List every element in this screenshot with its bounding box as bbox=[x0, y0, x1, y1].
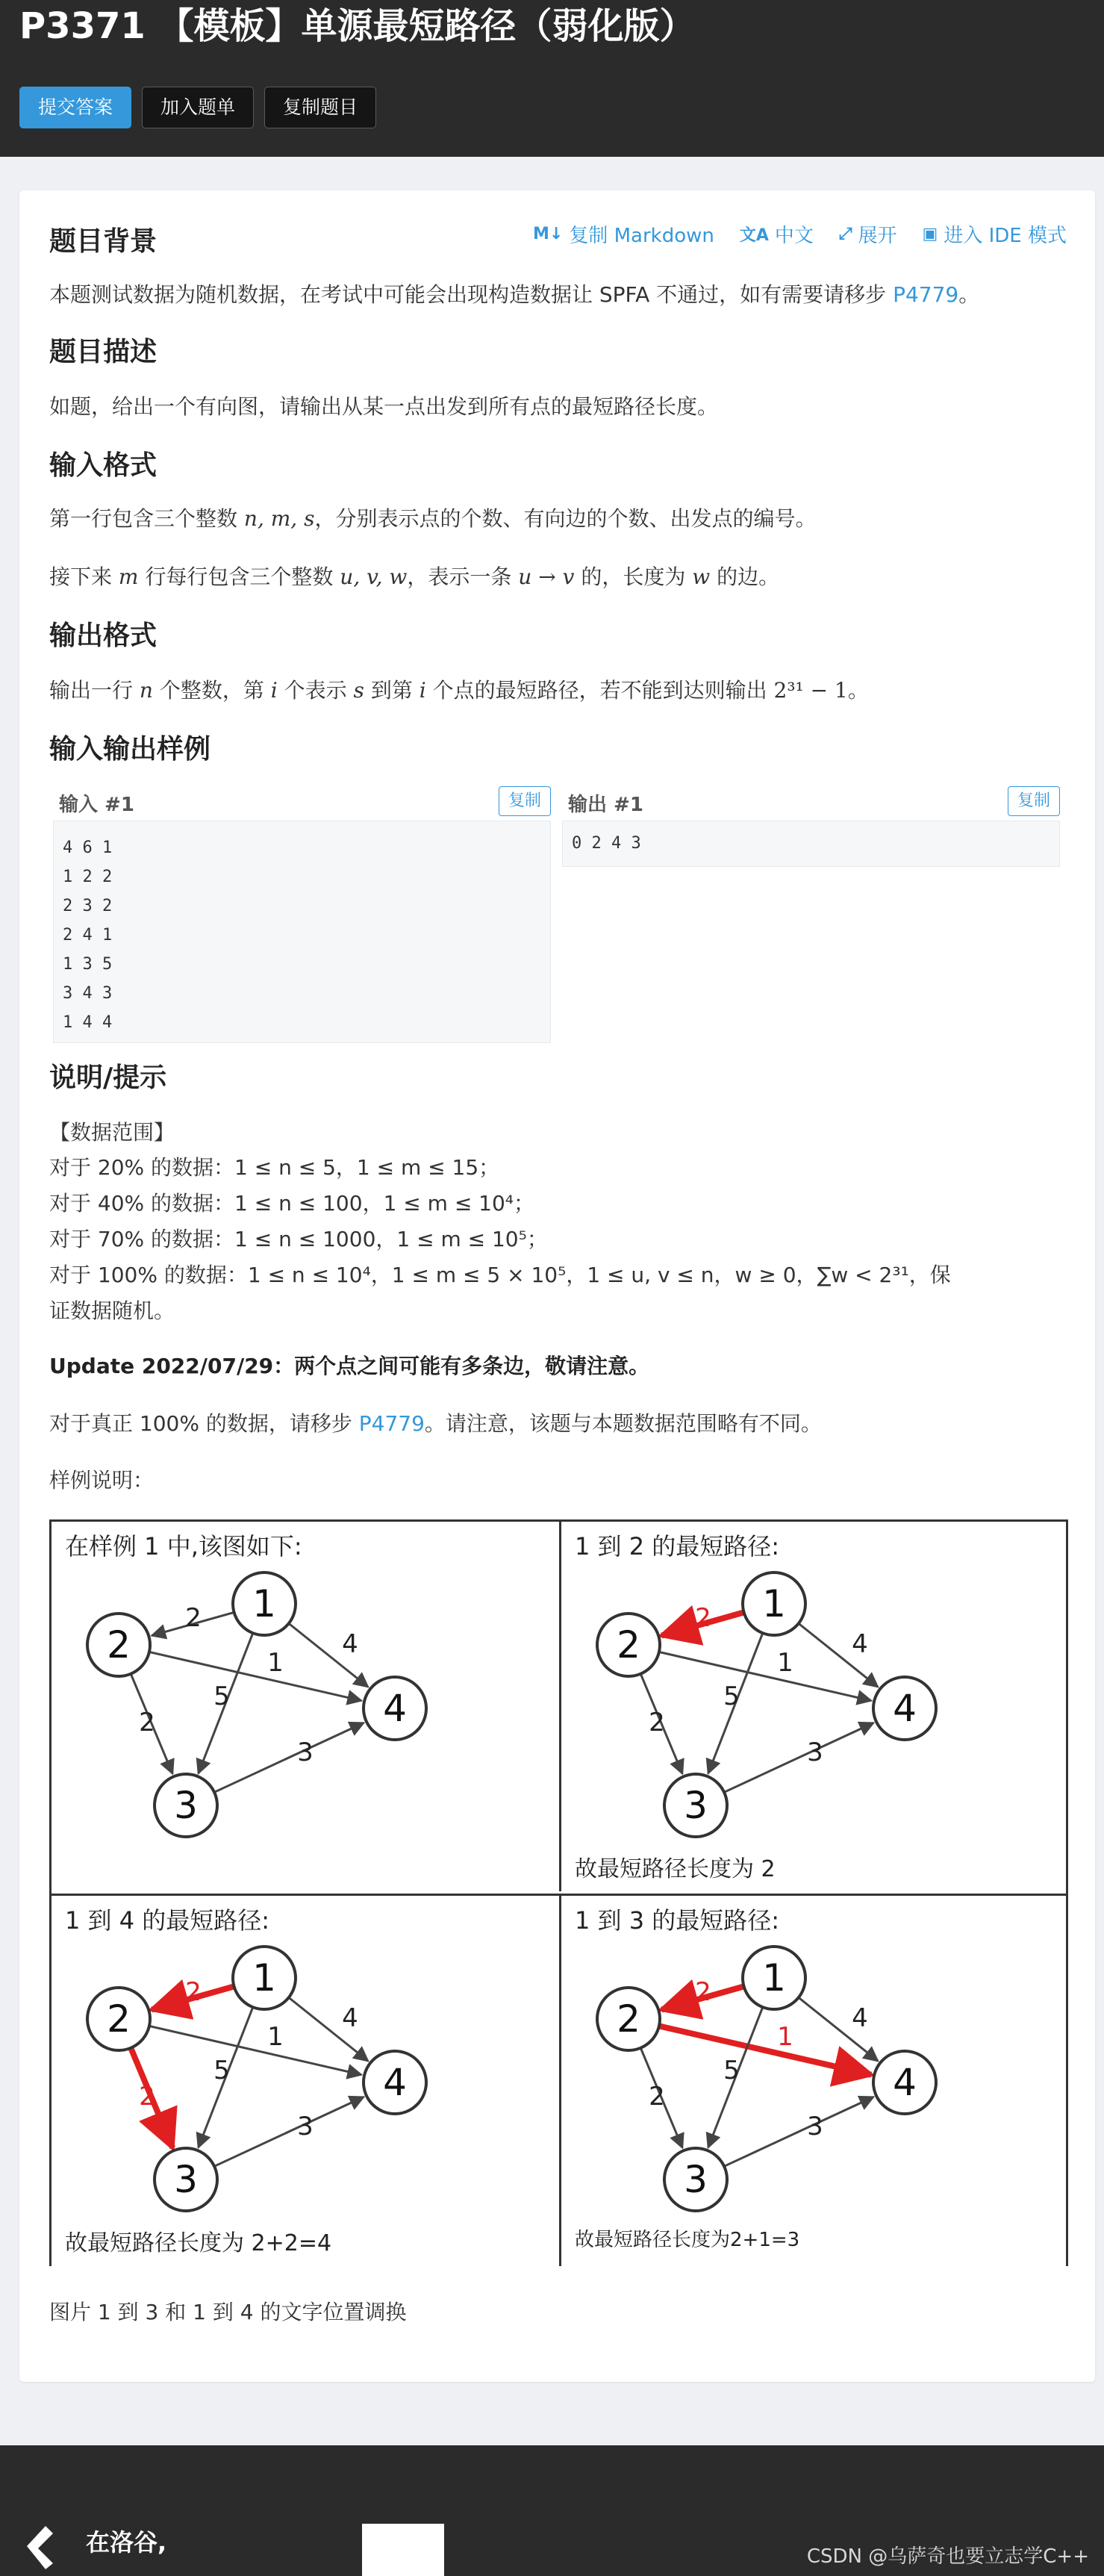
graph-edge-label: 2 bbox=[695, 1603, 711, 1633]
graph-edge-34 bbox=[214, 1723, 364, 1792]
graph-edge-24 bbox=[149, 2026, 361, 2074]
header-actions bbox=[19, 87, 376, 128]
graph-node-label: 3 bbox=[684, 1784, 708, 1827]
math-n: n bbox=[139, 678, 153, 703]
p4779-link[interactable]: P4779 bbox=[893, 282, 959, 307]
copy-problem-button[interactable]: 复制题目 bbox=[264, 87, 376, 128]
graph-edge-label: 2 bbox=[649, 2082, 665, 2112]
site-footer bbox=[0, 2445, 1104, 2576]
graph-edge-label: 5 bbox=[723, 1681, 740, 1711]
graph-node-label: 1 bbox=[762, 1956, 786, 2000]
input-format-line1 bbox=[49, 503, 816, 532]
expand-link[interactable] bbox=[839, 220, 897, 248]
graph-node-label: 1 bbox=[252, 1956, 276, 2000]
graph-node-label: 4 bbox=[383, 1687, 407, 1730]
graph-edge-label: 2 bbox=[695, 1977, 711, 2007]
text-fragment: 第一行包含三个整数 bbox=[49, 506, 244, 531]
graph-path-1-2 bbox=[561, 1522, 1066, 1891]
sample-output-header bbox=[562, 780, 1060, 821]
range-70: 对于 70% 的数据：1 ≤ n ≤ 1000，1 ≤ m ≤ 10⁵； bbox=[49, 1227, 548, 1251]
range-20: 对于 20% 的数据：1 ≤ n ≤ 5，1 ≤ m ≤ 15； bbox=[49, 1155, 500, 1180]
panel-path-1-2 bbox=[561, 1522, 1066, 1891]
graph-edge-label: 3 bbox=[807, 2112, 823, 2141]
graph-edge-label: 2 bbox=[139, 2082, 155, 2112]
graph-node-label: 4 bbox=[383, 2061, 407, 2104]
update-note: Update 2022/07/29：两个点之间可能有多条边，敬请注意。 bbox=[49, 1354, 650, 1378]
panel-path-1-4-title: 1 到 4 的最短路径: bbox=[65, 1906, 270, 1935]
text-fragment: 的边。 bbox=[710, 564, 780, 589]
math-uvw: u, v, w bbox=[340, 564, 408, 589]
description-heading: 题目描述 bbox=[49, 337, 158, 367]
panel-path-1-4 bbox=[52, 1894, 561, 2266]
sample-output-title: 输出 #1 bbox=[568, 794, 643, 816]
copy-input-button[interactable]: 复制 bbox=[499, 786, 551, 816]
graph-node-label: 3 bbox=[684, 2158, 708, 2201]
background-text-end: 。 bbox=[958, 282, 980, 307]
graph-edge-label: 2 bbox=[185, 1603, 202, 1633]
range-100: 对于 100% 的数据：1 ≤ n ≤ 10⁴，1 ≤ m ≤ 5 × 10⁵，1 ≤ u, v ≤ n，w ≥ 0，∑w < 2³¹，保 bbox=[49, 1263, 951, 1287]
graph-full bbox=[52, 1522, 559, 1891]
graph-edge-label: 4 bbox=[852, 1629, 868, 1659]
sample-output-block bbox=[562, 780, 1060, 867]
range-40: 对于 40% 的数据：1 ≤ n ≤ 100，1 ≤ m ≤ 10⁴； bbox=[49, 1191, 535, 1216]
text-fragment: ，表示一条 bbox=[407, 564, 519, 589]
add-to-list-button[interactable]: 加入题单 bbox=[142, 87, 254, 128]
graph-edge-label: 4 bbox=[342, 1629, 358, 1659]
graph-node-label: 1 bbox=[762, 1582, 786, 1625]
graph-edge-label: 3 bbox=[297, 2112, 314, 2141]
sample-output-code: 0 2 4 3 bbox=[562, 821, 1060, 867]
input-format-heading: 输入格式 bbox=[49, 450, 158, 481]
graph-path-1-4 bbox=[52, 1896, 559, 2266]
graph-edge-label: 2 bbox=[185, 1977, 202, 2007]
text-fragment: 接下来 bbox=[49, 564, 119, 589]
graph-node-label: 4 bbox=[893, 1687, 917, 1730]
csdn-watermark: CSDN @乌萨奇也要立志学C++ bbox=[806, 2545, 1089, 2568]
sample-input-block bbox=[53, 780, 551, 1043]
ide-mode-label: 进入 IDE 模式 bbox=[944, 225, 1067, 247]
math-m: m bbox=[118, 564, 139, 589]
graph-edge-34 bbox=[214, 2097, 364, 2166]
panel-path-1-2-footer: 故最短路径长度为 2 bbox=[575, 1856, 776, 1882]
footer-slogan: 在洛谷, bbox=[86, 2528, 167, 2557]
panel-full-graph bbox=[52, 1522, 561, 1891]
terminal-icon: ▣ bbox=[922, 225, 938, 243]
expand-icon: ⤢ bbox=[838, 225, 852, 243]
graph-edge-label: 5 bbox=[213, 2056, 230, 2085]
output-format-heading: 输出格式 bbox=[49, 620, 158, 651]
text-fragment: 对于真正 100% 的数据，请移步 bbox=[49, 1411, 359, 1436]
expand-label: 展开 bbox=[858, 225, 897, 247]
problem-card bbox=[19, 190, 1095, 2382]
sample-note: 样例说明： bbox=[49, 1468, 155, 1493]
text-fragment: 个表示 bbox=[277, 678, 354, 703]
background-text bbox=[49, 279, 979, 308]
math-i: i bbox=[419, 678, 426, 703]
text-fragment: ，分别表示点的个数、有向边的个数、出发点的编号。 bbox=[314, 506, 817, 531]
markdown-icon: M↓ bbox=[533, 225, 564, 243]
graph-edge-label: 3 bbox=[807, 1737, 823, 1767]
graph-edge-label: 4 bbox=[342, 2003, 358, 2033]
graph-edge-label: 5 bbox=[723, 2056, 740, 2085]
graph-node-label: 2 bbox=[617, 1623, 640, 1667]
true-100-note bbox=[49, 1407, 822, 1437]
panel-path-1-2-title: 1 到 2 的最短路径: bbox=[575, 1532, 780, 1561]
problem-toolbar bbox=[533, 220, 1067, 248]
panel-path-1-3 bbox=[561, 1894, 1066, 2266]
text-fragment: 个整数，第 bbox=[152, 678, 271, 703]
math-w: w bbox=[692, 564, 711, 589]
range-100-cont: 证数据随机。 bbox=[49, 1298, 175, 1323]
graph-edge-34 bbox=[724, 1723, 873, 1792]
graph-edge-label: 4 bbox=[852, 2003, 868, 2033]
sample-explanation-figure bbox=[49, 1519, 1068, 2266]
text-fragment: 行每行包含三个整数 bbox=[138, 564, 340, 589]
background-heading: 题目背景 bbox=[49, 226, 158, 257]
p4779-link-2[interactable]: P4779 bbox=[358, 1411, 425, 1436]
qr-code-icon bbox=[362, 2524, 444, 2576]
graph-edge-24 bbox=[149, 1652, 361, 1700]
text-fragment: 到第 bbox=[364, 678, 420, 703]
sample-input-code: 4 6 1 1 2 2 2 3 2 2 4 1 1 3 5 3 4 3 1 4 4 bbox=[53, 821, 551, 1043]
graph-path-1-3 bbox=[561, 1896, 1066, 2266]
panel-full-graph-title: 在样例 1 中,该图如下: bbox=[65, 1532, 302, 1561]
graph-edge-label: 1 bbox=[267, 1648, 284, 1678]
graph-edge-label: 3 bbox=[297, 1737, 314, 1767]
math-s: s bbox=[353, 678, 364, 703]
graph-node-label: 4 bbox=[893, 2061, 917, 2104]
input-format-line2 bbox=[49, 561, 779, 591]
text-fragment: 的，长度为 bbox=[574, 564, 693, 589]
language-link[interactable] bbox=[740, 220, 814, 248]
graph-edge-label: 1 bbox=[777, 1648, 793, 1678]
graph-edge-label: 1 bbox=[267, 2022, 284, 2052]
background-text-main: 本题测试数据为随机数据，在考试中可能会出现构造数据让 SPFA 不通过，如有需要请移步 bbox=[49, 282, 894, 307]
language-label: 中文 bbox=[774, 225, 814, 247]
copy-markdown-label: 复制 Markdown bbox=[569, 225, 714, 247]
math-edge: u → v bbox=[518, 564, 575, 589]
math-i: i bbox=[270, 678, 278, 703]
text-fragment: 。 bbox=[847, 678, 869, 703]
ide-mode-link[interactable] bbox=[923, 220, 1067, 248]
math-formula: 2³¹ − 1 bbox=[773, 678, 848, 703]
copy-output-button[interactable]: 复制 bbox=[1008, 786, 1060, 816]
problem-title: P3371 【模板】单源最短路径（弱化版） bbox=[19, 5, 696, 47]
graph-node-label: 1 bbox=[252, 1582, 276, 1625]
panel-path-1-3-title: 1 到 3 的最短路径: bbox=[575, 1906, 780, 1935]
graph-edge-label: 1 bbox=[777, 2022, 793, 2052]
range-title: 【数据范围】 bbox=[49, 1120, 175, 1145]
math-nms: n, m, s bbox=[243, 506, 315, 531]
problem-header bbox=[0, 0, 1104, 157]
output-format-text bbox=[49, 674, 869, 704]
graph-node-label: 3 bbox=[174, 1784, 198, 1827]
graph-edge-label: 5 bbox=[213, 1681, 230, 1711]
graph-edge-label: 2 bbox=[139, 1708, 155, 1737]
graph-node-label: 3 bbox=[174, 2158, 198, 2201]
graph-node-label: 2 bbox=[107, 1623, 131, 1667]
text-fragment: 个点的最短路径，若不能到达则输出 bbox=[425, 678, 774, 703]
graph-node-label: 2 bbox=[107, 1997, 131, 2041]
graph-node-label: 2 bbox=[617, 1997, 640, 2041]
copy-markdown-link[interactable] bbox=[533, 220, 714, 248]
sample-input-header bbox=[53, 780, 551, 821]
submit-answer-button[interactable]: 提交答案 bbox=[19, 87, 131, 128]
text-fragment: 。请注意，该题与本题数据范围略有不同。 bbox=[424, 1411, 822, 1436]
sample-input-title: 输入 #1 bbox=[59, 794, 134, 816]
graph-edge-34 bbox=[724, 2097, 873, 2166]
samples-heading: 输入输出样例 bbox=[49, 734, 211, 765]
panel-path-1-3-footer: 故最短路径长度为2+1=3 bbox=[575, 2229, 800, 2251]
text-fragment: 输出一行 bbox=[49, 678, 140, 703]
luogu-logo-icon bbox=[19, 2520, 72, 2572]
panel-path-1-4-footer: 故最短路径长度为 2+2=4 bbox=[65, 2230, 332, 2256]
hint-heading: 说明/提示 bbox=[49, 1063, 167, 1093]
graph-edge-24 bbox=[659, 1652, 871, 1700]
graph-edge-label: 2 bbox=[649, 1708, 665, 1737]
description-text: 如题，给出一个有向图，请输出从某一点出发到所有点的最短路径长度。 bbox=[49, 394, 719, 419]
translate-icon: 文A bbox=[739, 226, 769, 245]
figure-caption: 图片 1 到 3 和 1 到 4 的文字位置调换 bbox=[49, 2300, 407, 2324]
graph-edge-24 bbox=[659, 2026, 871, 2074]
